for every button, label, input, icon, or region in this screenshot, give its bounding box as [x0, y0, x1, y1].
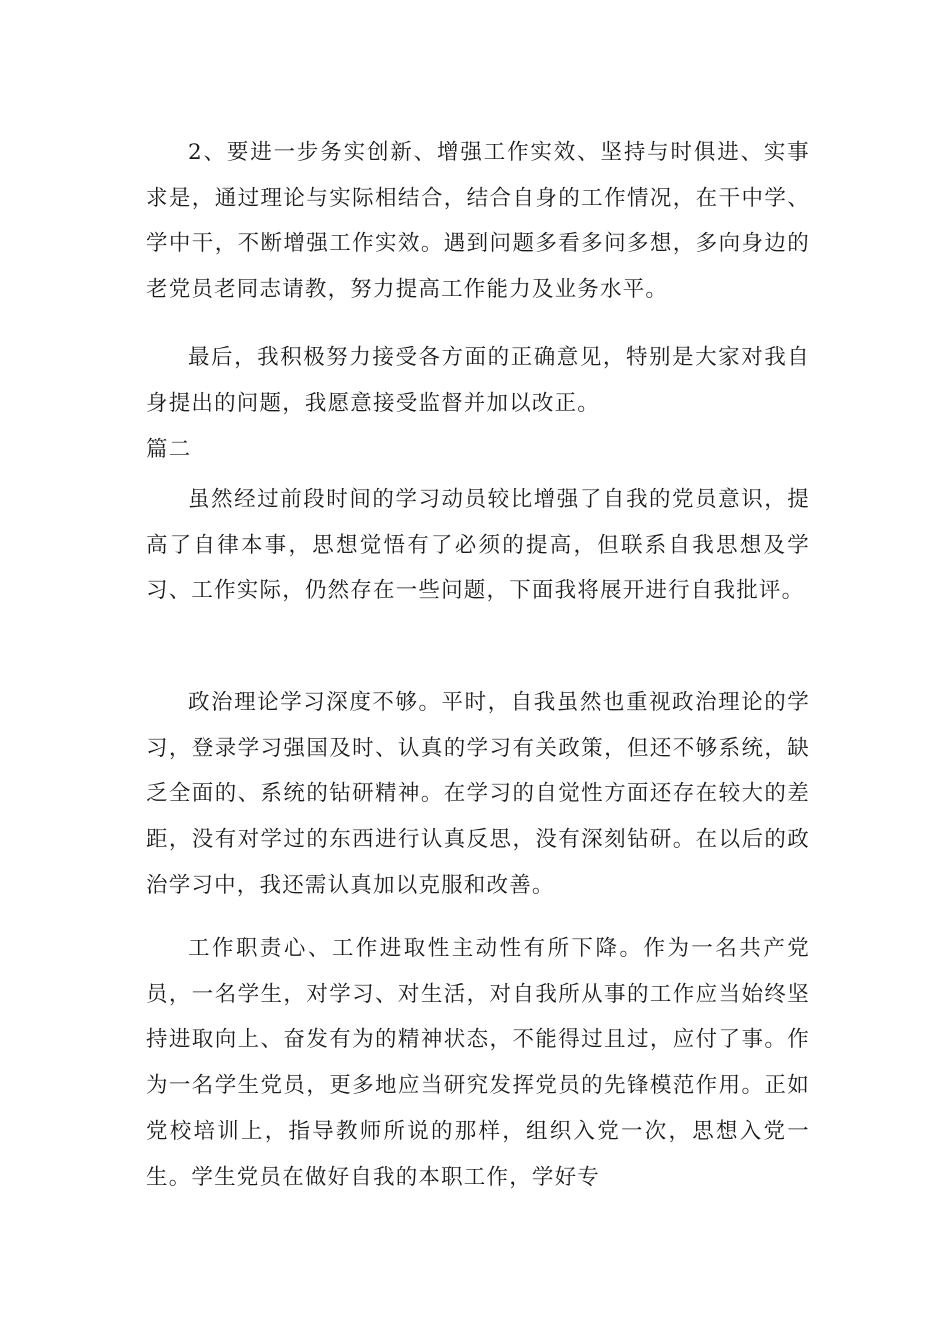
paragraph-closing: 最后，我积极努力接受各方面的正确意见，特别是大家对我自身提出的问题，我愿意接受监督并加以改正。 [146, 345, 810, 416]
section-heading: 篇二 [146, 437, 192, 462]
paragraph-intro: 虽然经过前段时间的学习动员较比增强了自我的党员意识，提高了自律本事，思想觉悟有了必须的提高，但联系自我思想及学习、工作实际，仍然存在一些问题，下面我将展开进行自我批评。 [146, 487, 810, 604]
paragraph-political-study: 政治理论学习深度不够。平时，自我虽然也重视政治理论的学习，登录学习强国及时、认真的学习有关政策，但还不够系统，缺乏全面的、系统的钻研精神。在学习的自觉性方面还存在较大的差距，没有对学过的东西进行认真反思，没有深刻钻研。在以后的政治学习中，我还需认真加以克服和改善。 [146, 690, 810, 898]
paragraph-improvement-point-2: 2、要进一步务实创新、增强工作实效、坚持与时俱进、实事求是，通过理论与实际相结合，结合自身的工作情况，在干中学、学中干，不断增强工作实效。遇到问题多看多问多想，多向身边的老党员老同志请教，努力提高工作能力及业务水平。 [146, 140, 810, 303]
paragraph-work-responsibility: 工作职责心、工作进取性主动性有所下降。作为一名共产党员，一名学生，对学习、对生活，对自我所从事的工作应当始终坚持进取向上、奋发有为的精神状态，不能得过且过，应付了事。作为一名学生党员，更多地应当研究发挥党员的先锋模范作用。正如党校培训上，指导教师所说的那样，组织入党一次，思想入党一生。学生党员在做好自我的本职工作，学好专 [146, 936, 810, 1190]
